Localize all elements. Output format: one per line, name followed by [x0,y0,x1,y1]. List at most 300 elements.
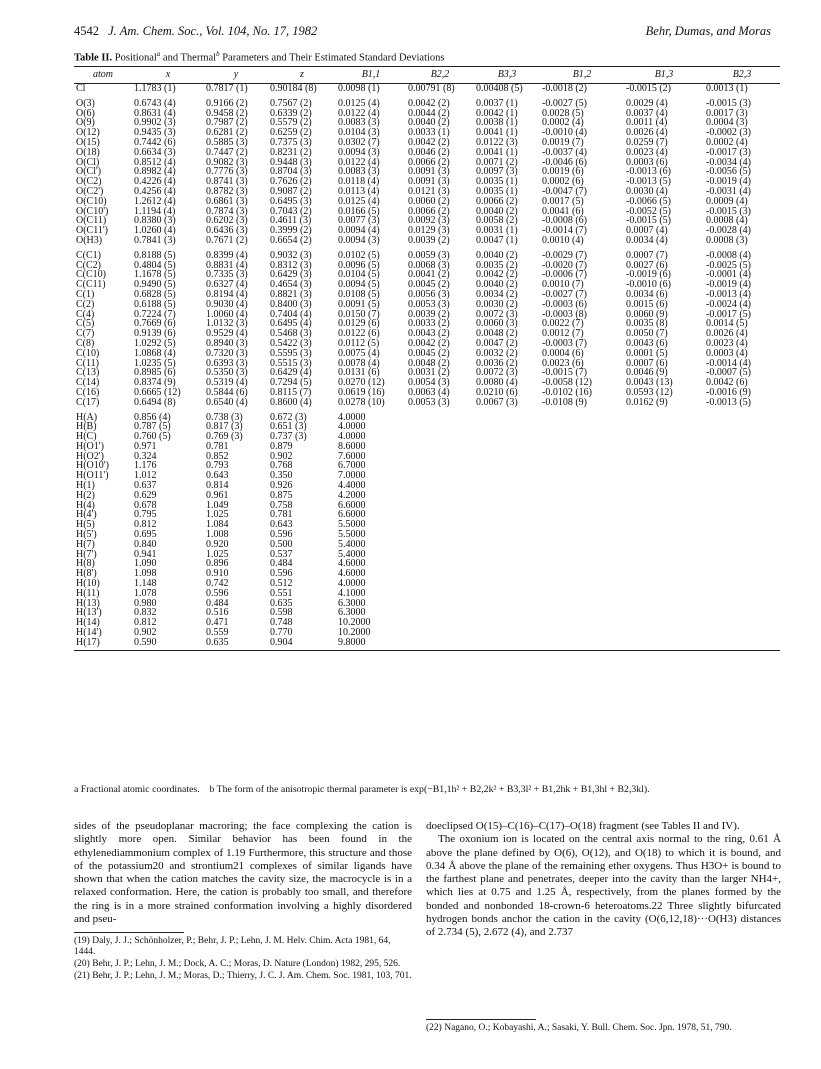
atom-cell: O(C10') [76,206,109,217]
value-cell: 0.00408 (5) [476,83,523,94]
atom-cell: H(11) [76,588,100,599]
value-cell: 0.0129 (6) [338,319,380,330]
body-column-left [74,820,412,926]
value-cell: 0.6393 (3) [206,358,248,369]
table-row [74,608,780,618]
value-cell: 1.1194 (4) [134,206,176,217]
value-cell: 4.6000 [338,559,366,570]
value-cell: 0.0007 (4) [626,226,668,236]
value-cell: 0.8782 (3) [206,186,248,197]
value-cell: 0.0040 (2) [476,249,518,261]
parameters-table [74,66,780,651]
value-cell: -0.0102 (16) [542,387,592,398]
table-row [74,599,780,609]
value-cell: 0.0034 (2) [476,289,518,300]
value-cell: -0.0002 (3) [706,128,751,138]
atom-cell: C(13) [76,368,100,379]
value-cell: 0.6495 (4) [270,319,312,330]
value-cell: -0.0001 (4) [706,270,751,281]
value-cell: 0.5468 (3) [270,329,312,339]
value-cell: 0.0026 (4) [626,128,668,138]
value-cell: 0.8831 (4) [206,260,248,271]
value-cell: 0.6202 (3) [206,216,248,227]
value-cell: 0.0060 (9) [626,309,668,320]
value-cell: 0.0104 (3) [338,128,380,138]
empty-cell [540,569,624,579]
reference-21: (21) Behr, J. P.; Lehn, J. M.; Moras, D.; Thierry, J. C. J. Am. Chem. Soc. 1981, 103, 701. [74,971,412,981]
atom-cell: C(5) [76,319,95,330]
value-cell: 1.1783 (1) [134,83,176,94]
value-cell: 0.7442 (6) [134,137,176,148]
value-cell: 0.0008 (3) [706,235,748,246]
value-cell: 10.2000 [338,618,371,629]
value-cell: 6.6000 [338,500,366,511]
value-cell: 0.672 (3) [270,411,307,423]
value-cell: -0.0056 (5) [706,167,751,178]
value-cell: 0.695 [134,530,157,540]
value-cell: -0.0003 (8) [542,309,587,320]
empty-cell [540,599,624,609]
value-cell: 0.0060 (3) [476,319,518,330]
empty-cell [474,491,540,501]
table-row [74,398,780,408]
value-cell: 0.0060 (2) [408,196,450,207]
value-cell: 0.8194 (4) [206,289,248,300]
value-cell: 0.8704 (3) [270,167,312,178]
value-cell: 0.0045 (2) [408,348,450,359]
empty-cell [406,618,474,628]
empty-cell [474,589,540,599]
value-cell: 0.6665 (12) [134,387,181,398]
value-cell: 9.8000 [336,638,406,650]
empty-cell [624,461,704,471]
column-header: z [268,67,336,84]
value-cell: 5.5000 [338,530,366,540]
value-cell: -0.0003 (7) [542,338,587,349]
empty-cell [406,432,474,442]
table-row [74,109,780,119]
atom-cell: O(C10) [76,196,107,207]
atom-cell: H(O11') [76,471,109,482]
value-cell: 0.0039 (2) [408,235,450,246]
value-cell: 0.0619 (16) [338,387,385,398]
table-row [74,378,780,388]
empty-cell [474,599,540,609]
reference-divider [74,932,184,933]
value-cell: 0.0019 (6) [542,167,584,178]
value-cell: 4.0000 [338,579,366,589]
value-cell: 0.6861 (3) [206,196,248,207]
value-cell: -0.0024 (4) [706,299,751,310]
value-cell: 0.0023 (4) [706,338,748,349]
value-cell: 0.770 [270,628,293,638]
value-cell: 0.0122 (4) [338,108,380,119]
empty-cell [474,608,540,618]
caption-sup-a: a [156,50,161,58]
value-cell: 0.0122 (6) [338,329,380,339]
value-cell: 0.7874 (3) [206,206,248,217]
value-cell: 0.559 [206,628,229,638]
value-cell: 0.0044 (2) [408,108,450,119]
value-cell: 1.008 [206,530,229,540]
empty-cell [474,550,540,560]
value-cell: 1.078 [134,588,157,599]
empty-cell [624,432,704,442]
atom-cell: C(16) [76,387,100,398]
value-cell: 0.7043 (2) [270,206,312,217]
value-cell: 0.0083 (3) [338,118,380,129]
value-cell: 0.0002 (4) [706,137,748,148]
reference-divider [426,1019,536,1020]
empty-cell [540,501,624,511]
caption-text-3: Parameters and Their Estimated Standard Deviations [219,52,445,64]
empty-cell [406,589,474,599]
value-cell: 0.0030 (2) [476,299,518,310]
empty-cell [704,540,780,550]
value-cell: 0.8380 (3) [134,216,176,227]
empty-cell [474,510,540,520]
value-cell: 0.6828 (5) [134,289,176,300]
value-cell: 0.7817 (1) [206,83,248,94]
table-row [74,471,780,481]
table-row [74,236,780,246]
empty-cell [540,628,624,638]
value-cell: -0.0058 (12) [542,378,592,388]
value-cell: 0.0010 (4) [542,235,584,246]
value-cell: 0.0083 (3) [338,167,380,178]
empty-cell [540,481,624,491]
value-cell: 0.0037 (1) [476,97,518,109]
atom-cell: O(Cl) [76,157,100,168]
empty-cell [540,461,624,471]
atom-cell: C(4) [76,309,95,320]
column-header: y [204,67,268,84]
table-row [74,481,780,491]
atom-cell: H(O2') [76,451,104,462]
value-cell: -0.0015 (7) [542,368,587,379]
value-cell: 0.6429 (3) [270,270,312,281]
value-cell: 1.012 [134,471,157,482]
empty-cell [406,569,474,579]
value-cell: 0.0041 (2) [408,270,450,281]
value-cell: 0.0072 (3) [476,309,518,320]
empty-cell [406,559,474,569]
empty-cell [406,550,474,560]
value-cell: 0.0033 (2) [408,319,450,330]
value-cell: 0.902 [134,628,157,638]
value-cell: 0.0035 (2) [476,260,518,271]
table-caption [74,50,445,64]
column-header: B1,1 [336,67,406,84]
value-cell: 0.8821 (3) [270,289,312,300]
empty-cell [474,628,540,638]
table-number: Table II. [74,52,113,64]
value-cell: 1.0060 (4) [206,309,248,320]
value-cell: 0.7375 (3) [270,137,312,148]
value-cell: 0.9529 (4) [206,329,248,339]
table-row [74,359,780,369]
value-cell: 0.902 [270,451,293,462]
value-cell: 0.651 (3) [270,422,307,433]
value-cell: 0.8374 (9) [134,378,176,388]
value-cell: -0.0017 (5) [706,309,751,320]
empty-cell [624,442,704,452]
value-cell: 0.7626 (2) [270,177,312,187]
table-row [74,216,780,226]
value-cell: -0.0031 (4) [706,186,751,197]
value-cell: 0.7567 (2) [270,97,312,109]
empty-cell [704,461,780,471]
value-cell: 10.2000 [338,628,371,638]
value-cell: -0.0007 (5) [706,368,751,379]
body-column-right [426,820,781,940]
caption-text-1: Positional [114,52,157,64]
footnote-b: b The form of the anisotropic thermal parameter is exp(−B1,1h² + B2,2k² + B3,3l² + B1,2hk + B1,3hl + B2,3kl). [209,784,650,795]
value-cell: 0.793 [206,461,229,472]
table-row [74,550,780,560]
footnote-a: a Fractional atomic coordinates. [74,784,200,795]
body-paragraph-right-1: doeclipsed O(15)–C(16)–C(17)–O(18) fragment (see Tables II and IV). [426,820,740,832]
value-cell: 0.0023 (6) [542,358,584,369]
value-cell: 0.0026 (4) [706,329,748,339]
empty-cell [704,491,780,501]
empty-cell [540,510,624,520]
table-row [74,226,780,236]
value-cell: 0.8741 (3) [206,177,248,187]
running-head-left [74,24,317,39]
value-cell: -0.0027 (5) [542,97,587,109]
value-cell: 0.90184 (8) [270,83,317,94]
value-cell: 1.049 [206,500,229,511]
empty-cell [474,408,540,423]
value-cell: 1.0292 (5) [134,338,176,349]
value-cell: -0.0015 (3) [706,97,751,109]
atom-cell: H(17) [74,638,132,650]
table-row [74,408,780,423]
value-cell: -0.0020 (7) [542,260,587,271]
value-cell: 0.0002 (4) [542,118,584,129]
value-cell: 0.0034 (6) [626,289,668,300]
value-cell: 0.5595 (3) [270,348,312,359]
value-cell: 0.0027 (6) [626,260,668,271]
table-row [74,310,780,320]
value-cell: 0.8188 (5) [134,249,176,261]
value-cell: 0.8600 (4) [270,397,312,408]
value-cell: 0.8985 (6) [134,368,176,379]
empty-cell [540,638,624,650]
value-cell: 0.0078 (4) [338,358,380,369]
running-head-authors: Behr, Dumas, and Moras [645,24,771,38]
empty-cell [474,432,540,442]
value-cell: 0.7671 (2) [206,235,248,246]
value-cell: 0.0066 (2) [408,206,450,217]
empty-cell [406,481,474,491]
empty-cell [704,618,780,628]
value-cell: 0.6259 (2) [270,128,312,138]
empty-cell [624,628,704,638]
atom-cell: O(C11') [76,226,108,236]
value-cell: 0.0166 (5) [338,206,380,217]
value-cell: 1.0132 (3) [206,319,248,330]
value-cell: 0.0042 (6) [706,378,748,388]
value-cell: 0.8115 (7) [270,387,312,398]
value-cell: 0.0094 (4) [338,226,380,236]
atom-cell: H(8') [76,569,97,580]
table-row [74,569,780,579]
table-row [74,177,780,187]
value-cell: -0.0108 (9) [542,397,587,408]
empty-cell [540,491,624,501]
value-cell: 1.025 [206,510,229,521]
table-row [74,187,780,197]
value-cell: 0.0032 (2) [476,348,518,359]
value-cell: 0.7841 (3) [134,235,176,246]
value-cell: 1.0235 (5) [134,358,176,369]
value-cell: 0.324 [134,451,157,462]
value-cell: 0.500 [270,539,293,550]
value-cell: 0.0017 (3) [706,108,748,119]
empty-cell [624,540,704,550]
value-cell: 0.9435 (3) [134,128,176,138]
atom-cell: O(C2) [76,177,102,187]
value-cell: 0.812 [134,520,157,531]
value-cell: 0.9087 (2) [270,186,312,197]
value-cell: 0.856 (4) [134,411,171,423]
journal-citation: J. Am. Chem. Soc., Vol. 104, No. 17, 1982 [108,24,318,38]
value-cell: 0.6339 (2) [270,108,312,119]
empty-cell [624,569,704,579]
table-row [74,290,780,300]
empty-cell [474,530,540,540]
value-cell: -0.0015 (3) [706,206,751,217]
atom-cell: H(5') [76,530,97,540]
atom-cell: H(O10') [76,461,109,472]
value-cell: 0.0045 (2) [408,280,450,290]
value-cell: 0.8631 (4) [134,108,176,119]
value-cell: 0.9139 (6) [134,329,176,339]
value-cell: 0.551 [270,588,293,599]
value-cell: 0.0112 (5) [338,338,380,349]
atom-cell: C(7) [76,329,95,339]
empty-cell [540,471,624,481]
value-cell: 0.0302 (7) [338,137,380,148]
value-cell: 0.879 [270,441,293,452]
value-cell: 0.6494 (8) [134,397,176,408]
value-cell: 0.6281 (2) [206,128,248,138]
empty-cell [704,481,780,491]
value-cell: 0.0043 (6) [626,338,668,349]
value-cell: 0.0039 (2) [408,309,450,320]
value-cell: 0.0041 (6) [542,206,584,217]
value-cell: 4.0000 [338,432,366,442]
table-row [74,84,780,94]
empty-cell [406,638,474,650]
empty-cell [540,550,624,560]
value-cell: 0.0047 (1) [476,235,518,246]
table-row [74,94,780,109]
value-cell: -0.0019 (4) [706,177,751,187]
empty-cell [624,589,704,599]
value-cell: 0.0042 (1) [476,108,518,119]
value-cell: 0.0001 (5) [626,348,668,359]
value-cell: 0.6429 (4) [270,368,312,379]
empty-cell [406,520,474,530]
table-row [74,452,780,462]
empty-cell [624,608,704,618]
value-cell: 0.926 [270,481,293,491]
empty-cell [704,432,780,442]
empty-cell [704,471,780,481]
value-cell: 0.0096 (5) [338,260,380,271]
table-row [74,319,780,329]
value-cell: 0.8312 (3) [270,260,312,271]
value-cell: 0.0011 (4) [626,118,668,129]
value-cell: 0.0091 (5) [338,299,380,310]
value-cell: 0.0031 (2) [408,368,450,379]
value-cell: 0.0067 (3) [476,397,518,408]
table-row [74,138,780,148]
empty-cell [704,408,780,423]
empty-cell [406,408,474,423]
empty-cell [704,510,780,520]
value-cell: 0.512 [270,579,293,589]
value-cell: 0.596 [270,530,293,540]
atom-cell: C(11) [76,358,99,369]
value-cell: 4.1000 [338,588,366,599]
table-row [74,329,780,339]
value-cell: 0.0094 (5) [338,280,380,290]
value-cell: 0.9166 (2) [206,97,248,109]
empty-cell [406,510,474,520]
table-row [74,559,780,569]
column-header: B3,3 [474,67,540,84]
value-cell: 7.0000 [338,471,366,482]
table-row [74,530,780,540]
value-cell: 0.0040 (2) [408,118,450,129]
empty-cell [540,520,624,530]
empty-cell [624,501,704,511]
value-cell: 0.840 [134,539,157,550]
empty-cell [704,628,780,638]
value-cell: 0.637 [134,481,157,491]
value-cell: 0.0007 (7) [626,249,668,261]
value-cell: 0.8399 (4) [206,249,248,261]
value-cell: 0.0098 (1) [338,83,380,94]
empty-cell [624,422,704,432]
value-cell: 4.2000 [338,490,366,501]
table-row [74,246,780,261]
value-cell: 0.748 [270,618,293,629]
value-cell: 1.2612 (4) [134,196,176,207]
value-cell: -0.0010 (6) [626,280,671,290]
atom-cell: C(10) [76,348,100,359]
value-cell: 0.738 (3) [206,411,243,423]
value-cell: 0.350 [270,471,293,482]
value-cell: 0.7404 (4) [270,309,312,320]
value-cell: 0.0058 (2) [476,216,518,227]
value-cell: 0.0012 (7) [542,329,584,339]
value-cell: 0.0063 (4) [408,387,450,398]
value-cell: 0.0108 (5) [338,289,380,300]
value-cell: 0.0004 (3) [706,118,748,129]
value-cell: 0.0075 (4) [338,348,380,359]
empty-cell [406,501,474,511]
atom-cell: O(Cl') [76,167,102,178]
value-cell: 0.0031 (1) [476,226,518,236]
value-cell: 0.7776 (3) [206,167,248,178]
atom-cell: H(13) [76,598,100,609]
value-cell: 6.3000 [338,608,366,619]
